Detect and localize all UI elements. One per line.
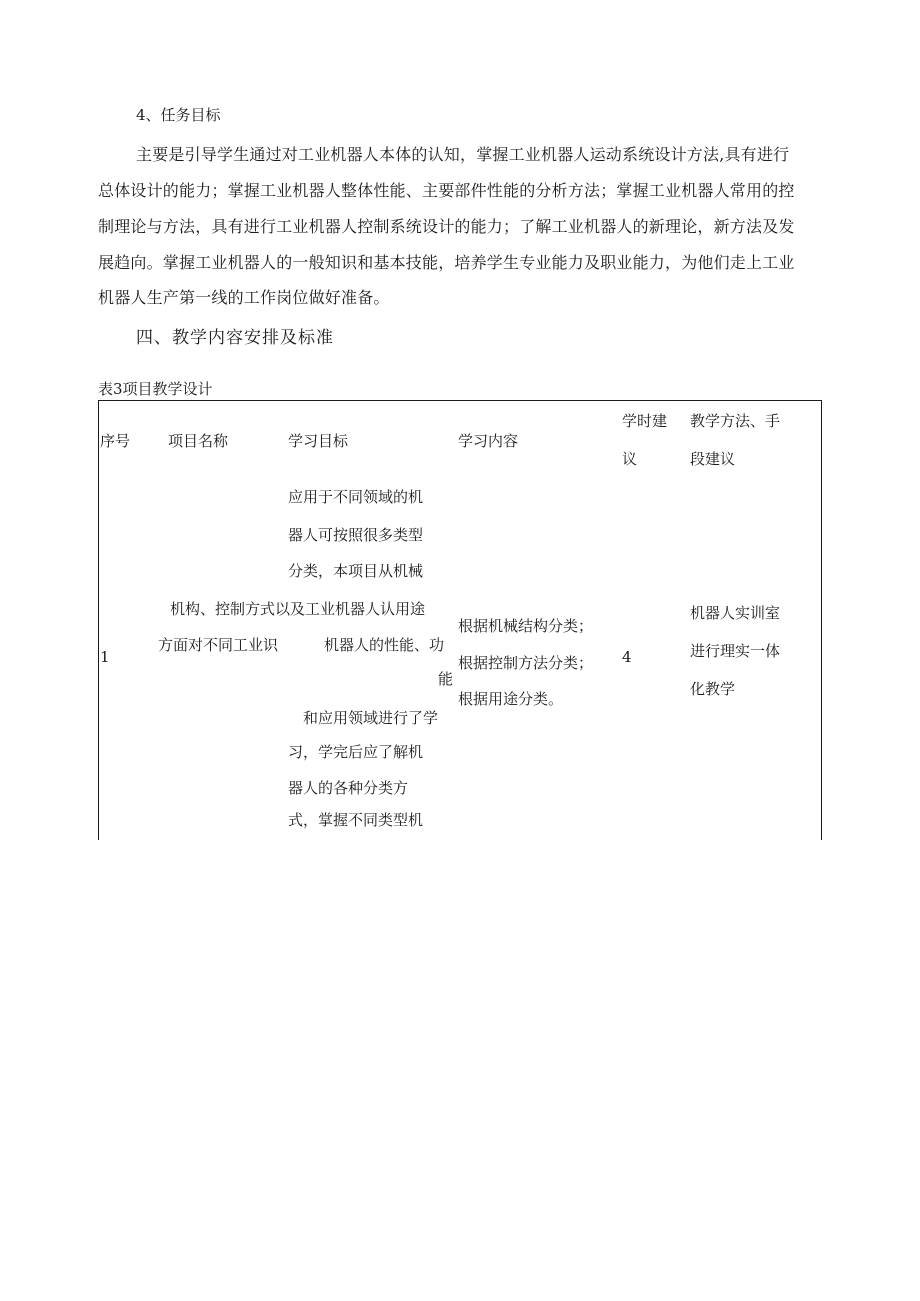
- paragraph-line: 主要是引导学生通过对工业机器人本体的认知，掌握工业机器人运动系统设计方法,具有进行: [136, 145, 790, 164]
- paragraph-line: 展趋向。掌握工业机器人的一般知识和基本技能，培养学生专业能力及职业能力，为他们走上工业: [98, 253, 795, 272]
- chapter-heading: 四、教学内容安排及标准: [136, 328, 334, 348]
- method-line: 机器人实训室: [690, 604, 781, 622]
- table-top-border: [98, 400, 822, 401]
- header-method-line1: 教学方法、手: [690, 412, 781, 430]
- row-no: 1: [100, 648, 110, 666]
- table-left-border: [98, 400, 99, 840]
- goal-line: 应用于不同领域的机: [288, 488, 424, 506]
- goal-line: 式，掌握不同类型机: [288, 811, 424, 829]
- content-line: 根据机械结构分类；: [458, 617, 594, 635]
- goal-line: 分类，本项目从机械: [288, 562, 424, 580]
- goal-line: 器人可按照很多类型: [288, 526, 424, 544]
- header-hours-line2: 议: [622, 450, 638, 468]
- paragraph-line: 机器人生产第一线的工作岗位做好准备。: [98, 288, 390, 307]
- content-line: 根据用途分类。: [458, 690, 564, 708]
- goal-line: 器人的各种分类方: [288, 779, 409, 797]
- hours-value: 4: [622, 648, 632, 666]
- goal-line: 能: [438, 670, 454, 688]
- table-caption: 表3项目教学设计: [98, 380, 213, 398]
- goal-line: 习，学完后应了解机: [288, 743, 424, 761]
- header-learning-goal: 学习目标: [288, 432, 349, 450]
- header-learning-content: 学习内容: [458, 432, 519, 450]
- content-line: 根据控制方法分类；: [458, 654, 594, 672]
- goal-line: 机器人的性能、功: [324, 636, 445, 654]
- goal-line: 和应用领域进行了学: [303, 709, 439, 727]
- goal-line: 方面对不同工业识: [158, 636, 279, 654]
- header-method-line2: 段建议: [690, 450, 736, 468]
- table-right-border: [821, 400, 822, 840]
- header-project-name: 项目名称: [168, 432, 229, 450]
- section-title: 4、任务目标: [136, 106, 221, 124]
- paragraph-line: 制理论与方法，具有进行工业机器人控制系统设计的能力；了解工业机器人的新理论，新方法及发: [98, 217, 795, 236]
- paragraph-line: 总体设计的能力；掌握工业机器人整体性能、主要部件性能的分析方法；掌握工业机器人常用的控: [98, 181, 795, 200]
- header-hours-line1: 学时建: [622, 412, 668, 430]
- method-line: 化教学: [690, 680, 736, 698]
- goal-line: 机构、控制方式以及工业机器人认用途: [170, 600, 426, 618]
- method-line: 进行理实一体: [690, 642, 781, 660]
- header-no: 序号: [100, 432, 131, 450]
